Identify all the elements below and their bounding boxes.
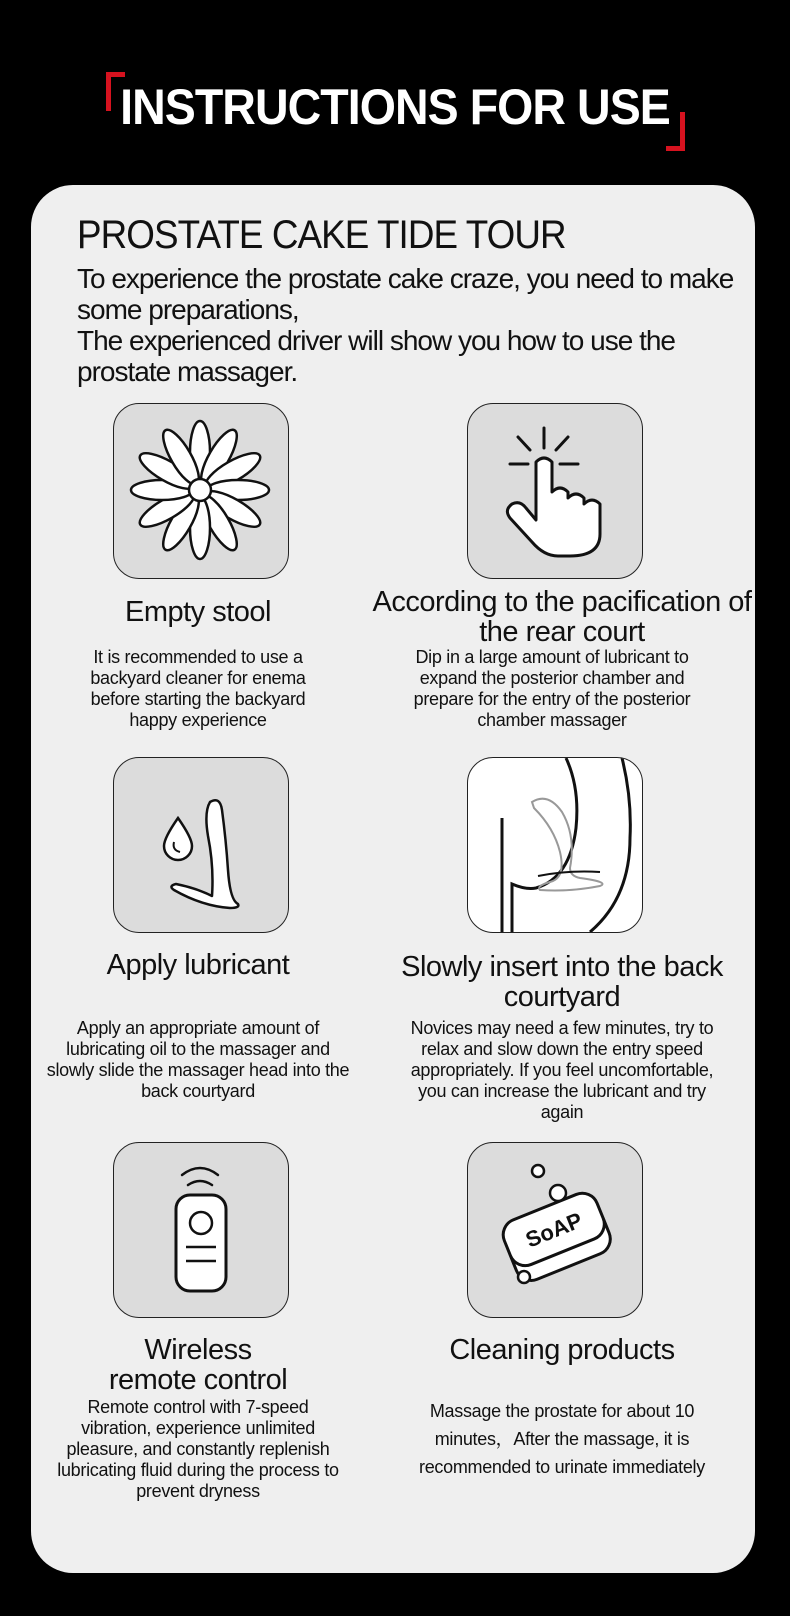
remote-control-icon [113, 1142, 289, 1318]
intro-text [77, 263, 737, 387]
step-2-description: Dip in a large amount of lubricant to expand the posterior chamber and prepare for the entry of the posterior chamber massager [413, 647, 691, 730]
step-4-title: Slowly insert into the back courtyard [401, 951, 723, 1013]
soap-label: SoAP [522, 1207, 586, 1253]
droplet-massager-icon [113, 757, 289, 933]
flower-icon [113, 403, 289, 579]
step-3-title: Apply lubricant [106, 949, 290, 981]
bracket-bottom-right-decoration [666, 112, 685, 151]
intro-title: PROSTATE CAKE TIDE TOUR [77, 213, 566, 257]
instructions-card [31, 185, 755, 1573]
step-1-title: Empty stool [125, 596, 271, 628]
step-5-title: Wireless remote control [108, 1334, 288, 1396]
step-6-description: Massage the prostate for about 10 minutes，After the massage, it is recommended to urinate immediately [419, 1401, 705, 1477]
step-6-title: Cleaning products [449, 1334, 675, 1366]
step-2-title: According to the pacification of the rear court [372, 586, 752, 648]
soap-icon [467, 1142, 643, 1318]
insert-body-icon [467, 757, 643, 933]
step-5-description: Remote control with 7-speed vibration, experience unlimited pleasure, and constantly replenish lubricating fluid during the process to prevent dryness [57, 1397, 339, 1501]
intro-line-2: The experienced driver will show you how to use the prostate massager. [77, 325, 676, 387]
header [0, 0, 790, 185]
step-1-description: It is recommended to use a backyard cleaner for enema before starting the backyard happy experience [90, 647, 306, 730]
page-title: INSTRUCTIONS FOR USE [120, 79, 670, 135]
step-4-description: Novices may need a few minutes, try to relax and slow down the entry speed appropriately. If you feel uncomfortable, you can increase the lubricant and try again [410, 1018, 714, 1122]
tap-hand-icon [467, 403, 643, 579]
intro-line-1: To experience the prostate cake craze, you need to make some preparations, [77, 263, 734, 325]
step-3-description: Apply an appropriate amount of lubricating oil to the massager and slowly slide the massager head into the back courtyard [46, 1018, 350, 1101]
